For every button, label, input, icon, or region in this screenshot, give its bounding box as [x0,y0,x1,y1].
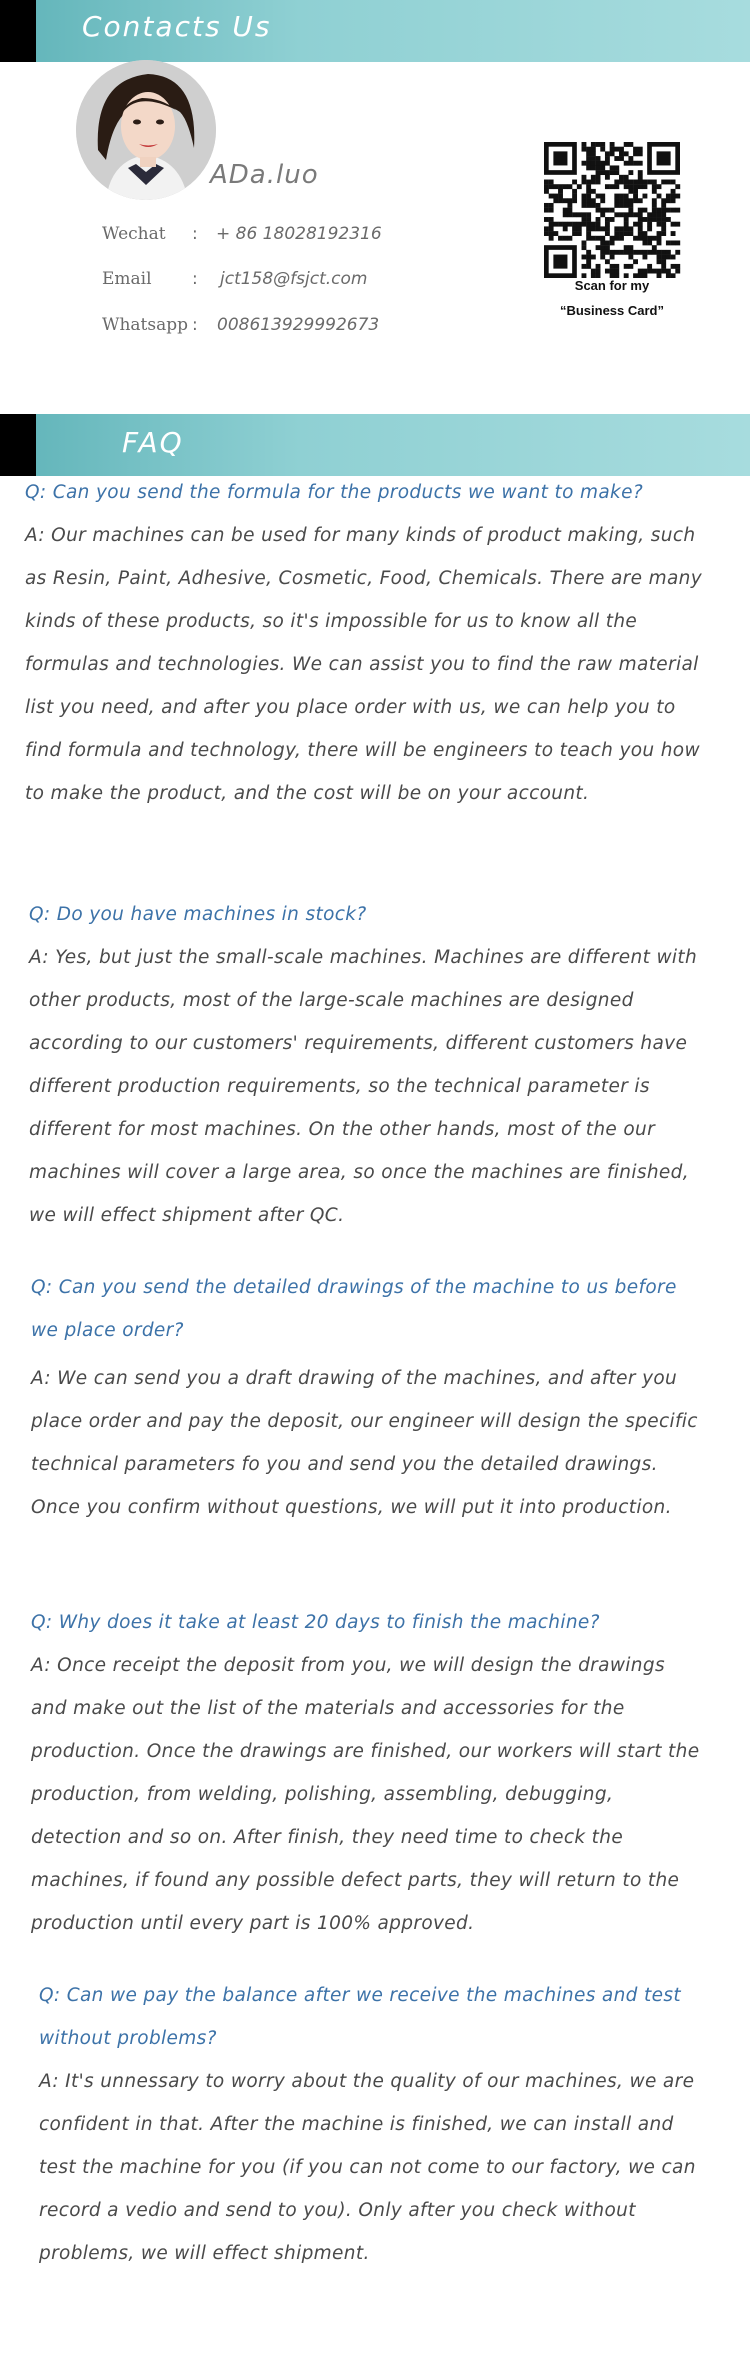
contact-label: Whatsapp [102,315,189,335]
contact-name: ADa.luo [210,160,319,190]
contact-value-wechat: + 86 18028192316 [216,224,382,244]
contact-colon: : [192,224,198,244]
faq-banner [0,414,750,476]
faq-answer: A: Once receipt the deposit from you, we will design the drawings and make out the list of the materials and accessories for the production. Once the drawings are finished, our workers will start the production, from welding, polishing, assembling, debugging, detection and so on. After finish, they need time to check the machines, if found any possible defect parts, they will return to the production until every part is 100% approved. [31,1655,700,1934]
faq-item-3 [31,1266,707,1529]
contacts-banner [0,0,750,62]
contact-value-whatsapp: 008613929992673 [217,315,380,335]
faq-title: FAQ [122,426,184,459]
faq-question: Q: Can you send the detailed drawings of the machine to us before we place order? [31,1277,677,1341]
avatar [76,60,216,200]
banner-black-block [0,414,36,476]
faq-question: Q: Why does it take at least 20 days to finish the machine? [31,1612,600,1633]
faq-answer: A: Our machines can be used for many kinds of product making, such as Resin, Paint, Adhesive, Cosmetic, Food, Chemicals. There are many kinds of these products, so it's impossible for us to know all the formulas and technologies. We can assist you to find the raw material list you need, and after you place order with us, we can help you to find formula and technology, there will be engineers to teach you how to make the product, and the cost will be on your account. [25,525,703,804]
faq-question: Q: Can we pay the balance after we receive the machines and test without problems? [39,1985,681,2049]
faq-item-5 [39,1974,699,2275]
faq-question: Q: Can you send the formula for the products we want to make? [25,482,643,503]
banner-black-block [0,0,36,62]
faq-item-4 [31,1601,707,1945]
contact-label: Wechat [102,224,166,244]
contacts-title: Contacts Us [82,10,272,43]
faq-answer: A: Yes, but just the small-scale machines. Machines are different with other products, most of the large-scale machines are designed according to our customers' requirements, different customers have different production requirements, so the technical parameter is different for most machines. On the other hands, most of the our machines will cover a large area, so once the machines are finished, we will effect shipment after QC. [29,947,698,1226]
faq-answer: A: It's unnessary to worry about the quality of our machines, we are confident in that. After the machine is finished, we can install and test the machine for you (if you can not come to our factory, we can record a vedio and send to you). Only after you check without problems, we will effect shipment. [39,2071,696,2264]
qr-code-image [537,142,687,278]
faq-item-1 [25,471,715,815]
qr-caption-line-1: Scan for my [574,278,650,293]
qr-caption-line-2: “Business Card” [559,303,665,318]
contact-colon: : [192,315,198,335]
contact-value-email[interactable]: jct158@fsjct.com [220,269,368,289]
faq-question: Q: Do you have machines in stock? [29,904,367,925]
contact-label: Email [102,269,152,289]
contact-colon: : [192,269,198,289]
portrait-image [76,60,216,200]
faq-item-2 [29,893,709,1237]
faq-answer: A: We can send you a draft drawing of the machines, and after you place order and pay the deposit, our engineer will design the specific technical parameters fo you and send you the detailed drawings. Once you confirm without questions, we will put it into production. [31,1368,698,1518]
